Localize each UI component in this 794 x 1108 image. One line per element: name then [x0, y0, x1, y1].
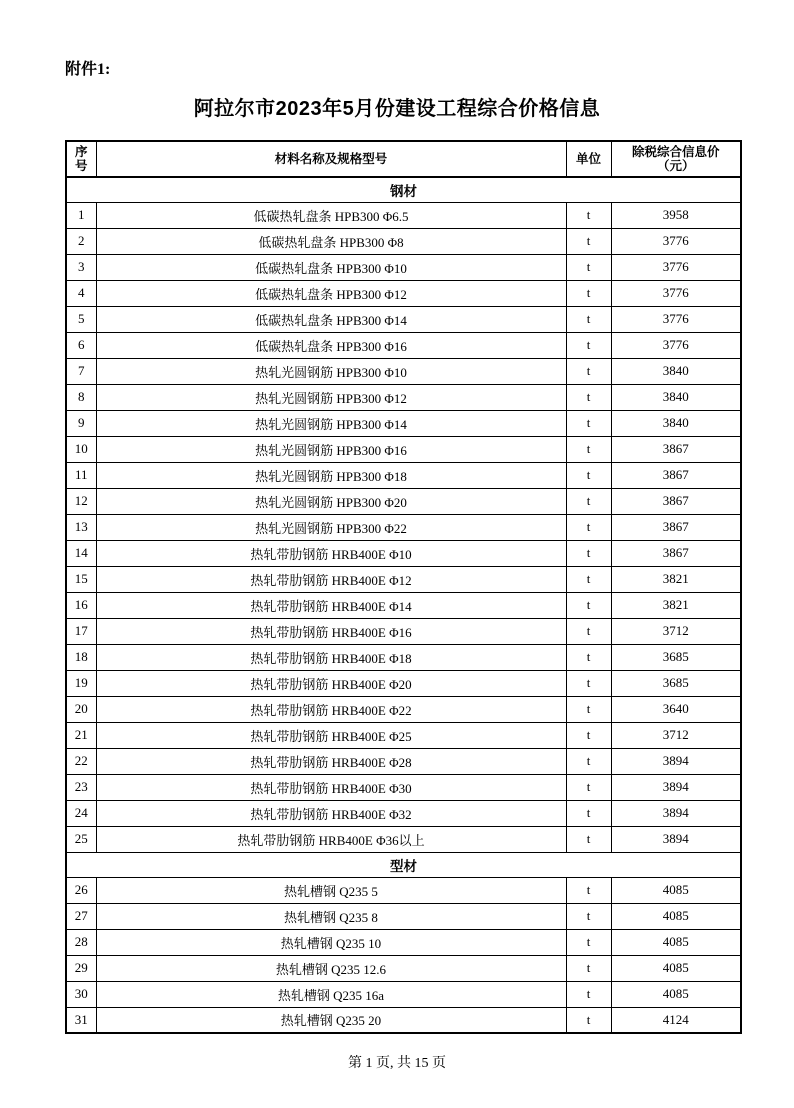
material-name-cell: 热轧槽钢 Q235 16a	[96, 981, 566, 1007]
section-title: 钢材	[66, 177, 741, 202]
price-cell: 3821	[611, 566, 741, 592]
row-index-cell: 6	[66, 332, 96, 358]
material-name-cell: 热轧光圆钢筋 HPB300 Φ22	[96, 514, 566, 540]
price-cell: 3776	[611, 228, 741, 254]
unit-cell: t	[566, 358, 611, 384]
price-cell: 3821	[611, 592, 741, 618]
price-cell: 3867	[611, 436, 741, 462]
material-name-cell: 热轧带肋钢筋 HRB400E Φ30	[96, 774, 566, 800]
table-row	[66, 384, 741, 410]
table-row	[66, 903, 741, 929]
unit-cell: t	[566, 332, 611, 358]
unit-cell: t	[566, 696, 611, 722]
table-row	[66, 306, 741, 332]
row-index-cell: 11	[66, 462, 96, 488]
row-index-cell: 13	[66, 514, 96, 540]
material-name-cell: 热轧光圆钢筋 HPB300 Φ14	[96, 410, 566, 436]
unit-cell: t	[566, 929, 611, 955]
section-title: 型材	[66, 852, 741, 877]
row-index-cell: 22	[66, 748, 96, 774]
row-index-cell: 14	[66, 540, 96, 566]
row-index-cell: 26	[66, 877, 96, 903]
table-row	[66, 826, 741, 852]
unit-cell: t	[566, 955, 611, 981]
price-cell: 3712	[611, 618, 741, 644]
table-row	[66, 1007, 741, 1033]
unit-cell: t	[566, 877, 611, 903]
price-cell: 3894	[611, 800, 741, 826]
price-table-header	[66, 141, 741, 177]
col-header-price-line2: （元）	[656, 159, 695, 173]
unit-cell: t	[566, 540, 611, 566]
price-cell: 4085	[611, 981, 741, 1007]
table-row	[66, 566, 741, 592]
row-index-cell: 29	[66, 955, 96, 981]
price-cell: 3712	[611, 722, 741, 748]
material-name-cell: 热轧光圆钢筋 HPB300 Φ20	[96, 488, 566, 514]
material-name-cell: 热轧光圆钢筋 HPB300 Φ16	[96, 436, 566, 462]
price-cell: 3685	[611, 670, 741, 696]
price-table	[65, 140, 742, 1034]
row-index-cell: 28	[66, 929, 96, 955]
unit-cell: t	[566, 488, 611, 514]
unit-cell: t	[566, 228, 611, 254]
row-index-cell: 24	[66, 800, 96, 826]
table-row	[66, 981, 741, 1007]
price-cell: 3776	[611, 306, 741, 332]
table-row	[66, 774, 741, 800]
price-table-body	[66, 177, 741, 1033]
material-name-cell: 热轧带肋钢筋 HRB400E Φ28	[96, 748, 566, 774]
material-name-cell: 低碳热轧盘条 HPB300 Φ16	[96, 332, 566, 358]
row-index-cell: 31	[66, 1007, 96, 1033]
material-name-cell: 热轧带肋钢筋 HRB400E Φ20	[96, 670, 566, 696]
material-name-cell: 热轧带肋钢筋 HRB400E Φ18	[96, 644, 566, 670]
price-cell: 3867	[611, 540, 741, 566]
row-index-cell: 21	[66, 722, 96, 748]
table-row	[66, 358, 741, 384]
material-name-cell: 热轧带肋钢筋 HRB400E Φ10	[96, 540, 566, 566]
unit-cell: t	[566, 903, 611, 929]
table-row	[66, 228, 741, 254]
unit-cell: t	[566, 826, 611, 852]
unit-cell: t	[566, 202, 611, 228]
material-name-cell: 低碳热轧盘条 HPB300 Φ10	[96, 254, 566, 280]
table-row	[66, 592, 741, 618]
section-row	[66, 177, 741, 202]
price-cell: 3958	[611, 202, 741, 228]
row-index-cell: 5	[66, 306, 96, 332]
price-cell: 3840	[611, 358, 741, 384]
material-name-cell: 热轧带肋钢筋 HRB400E Φ14	[96, 592, 566, 618]
unit-cell: t	[566, 592, 611, 618]
table-row	[66, 436, 741, 462]
price-cell: 3867	[611, 462, 741, 488]
material-name-cell: 热轧槽钢 Q235 10	[96, 929, 566, 955]
material-name-cell: 低碳热轧盘条 HPB300 Φ12	[96, 280, 566, 306]
price-cell: 3867	[611, 488, 741, 514]
table-row	[66, 644, 741, 670]
unit-cell: t	[566, 722, 611, 748]
unit-cell: t	[566, 670, 611, 696]
price-cell: 3894	[611, 748, 741, 774]
unit-cell: t	[566, 306, 611, 332]
unit-cell: t	[566, 618, 611, 644]
col-header-index	[66, 141, 96, 177]
table-row	[66, 254, 741, 280]
attachment-label: 附件1:	[65, 61, 111, 78]
row-index-cell: 9	[66, 410, 96, 436]
material-name-cell: 热轧槽钢 Q235 5	[96, 877, 566, 903]
price-cell: 3685	[611, 644, 741, 670]
unit-cell: t	[566, 1007, 611, 1033]
row-index-cell: 2	[66, 228, 96, 254]
row-index-cell: 25	[66, 826, 96, 852]
unit-cell: t	[566, 462, 611, 488]
row-index-cell: 1	[66, 202, 96, 228]
row-index-cell: 23	[66, 774, 96, 800]
row-index-cell: 8	[66, 384, 96, 410]
price-cell: 3867	[611, 514, 741, 540]
table-row	[66, 540, 741, 566]
table-row	[66, 877, 741, 903]
material-name-cell: 热轧带肋钢筋 HRB400E Φ16	[96, 618, 566, 644]
price-cell: 4085	[611, 955, 741, 981]
table-row	[66, 618, 741, 644]
table-row	[66, 462, 741, 488]
unit-cell: t	[566, 280, 611, 306]
row-index-cell: 17	[66, 618, 96, 644]
row-index-cell: 27	[66, 903, 96, 929]
page-title: 阿拉尔市2023年5月份建设工程综合价格信息	[193, 98, 601, 120]
price-cell: 3776	[611, 280, 741, 306]
table-row	[66, 696, 741, 722]
material-name-cell: 热轧带肋钢筋 HRB400E Φ32	[96, 800, 566, 826]
col-header-index-line1: 序	[74, 144, 88, 159]
unit-cell: t	[566, 981, 611, 1007]
table-row	[66, 748, 741, 774]
table-row	[66, 410, 741, 436]
table-row	[66, 514, 741, 540]
price-cell: 3840	[611, 410, 741, 436]
table-row	[66, 670, 741, 696]
table-row	[66, 929, 741, 955]
unit-cell: t	[566, 254, 611, 280]
row-index-cell: 4	[66, 280, 96, 306]
row-index-cell: 16	[66, 592, 96, 618]
material-name-cell: 热轧槽钢 Q235 12.6	[96, 955, 566, 981]
unit-cell: t	[566, 748, 611, 774]
table-row	[66, 332, 741, 358]
price-cell: 4085	[611, 903, 741, 929]
material-name-cell: 热轧带肋钢筋 HRB400E Φ22	[96, 696, 566, 722]
price-cell: 3840	[611, 384, 741, 410]
table-row	[66, 955, 741, 981]
col-header-unit: 单位	[566, 141, 611, 177]
col-header-price-line1: 除税综合信息价	[631, 144, 720, 159]
material-name-cell: 热轧带肋钢筋 HRB400E Φ25	[96, 722, 566, 748]
price-cell: 4124	[611, 1007, 741, 1033]
material-name-cell: 热轧光圆钢筋 HPB300 Φ12	[96, 384, 566, 410]
price-cell: 3776	[611, 332, 741, 358]
table-row	[66, 800, 741, 826]
table-row	[66, 722, 741, 748]
price-cell: 4085	[611, 877, 741, 903]
table-row	[66, 488, 741, 514]
material-name-cell: 低碳热轧盘条 HPB300 Φ8	[96, 228, 566, 254]
material-name-cell: 热轧光圆钢筋 HPB300 Φ10	[96, 358, 566, 384]
material-name-cell: 热轧带肋钢筋 HRB400E Φ12	[96, 566, 566, 592]
material-name-cell: 热轧光圆钢筋 HPB300 Φ18	[96, 462, 566, 488]
table-row	[66, 202, 741, 228]
material-name-cell: 热轧槽钢 Q235 20	[96, 1007, 566, 1033]
row-index-cell: 15	[66, 566, 96, 592]
unit-cell: t	[566, 410, 611, 436]
header-row	[66, 141, 741, 177]
material-name-cell: 热轧槽钢 Q235 8	[96, 903, 566, 929]
table-row	[66, 280, 741, 306]
unit-cell: t	[566, 774, 611, 800]
page-footer: 第 1 页, 共 15 页	[348, 1056, 446, 1071]
row-index-cell: 7	[66, 358, 96, 384]
unit-cell: t	[566, 384, 611, 410]
row-index-cell: 30	[66, 981, 96, 1007]
col-header-price	[611, 141, 741, 177]
material-name-cell: 热轧带肋钢筋 HRB400E Φ36以上	[96, 826, 566, 852]
col-header-index-line2: 号	[74, 159, 88, 173]
row-index-cell: 20	[66, 696, 96, 722]
price-cell: 3894	[611, 826, 741, 852]
row-index-cell: 10	[66, 436, 96, 462]
unit-cell: t	[566, 436, 611, 462]
price-cell: 3776	[611, 254, 741, 280]
material-name-cell: 低碳热轧盘条 HPB300 Φ6.5	[96, 202, 566, 228]
col-header-name: 材料名称及规格型号	[96, 141, 566, 177]
price-cell: 4085	[611, 929, 741, 955]
material-name-cell: 低碳热轧盘条 HPB300 Φ14	[96, 306, 566, 332]
unit-cell: t	[566, 644, 611, 670]
section-row	[66, 852, 741, 877]
row-index-cell: 3	[66, 254, 96, 280]
row-index-cell: 12	[66, 488, 96, 514]
price-cell: 3894	[611, 774, 741, 800]
unit-cell: t	[566, 800, 611, 826]
row-index-cell: 18	[66, 644, 96, 670]
row-index-cell: 19	[66, 670, 96, 696]
unit-cell: t	[566, 566, 611, 592]
unit-cell: t	[566, 514, 611, 540]
price-cell: 3640	[611, 696, 741, 722]
